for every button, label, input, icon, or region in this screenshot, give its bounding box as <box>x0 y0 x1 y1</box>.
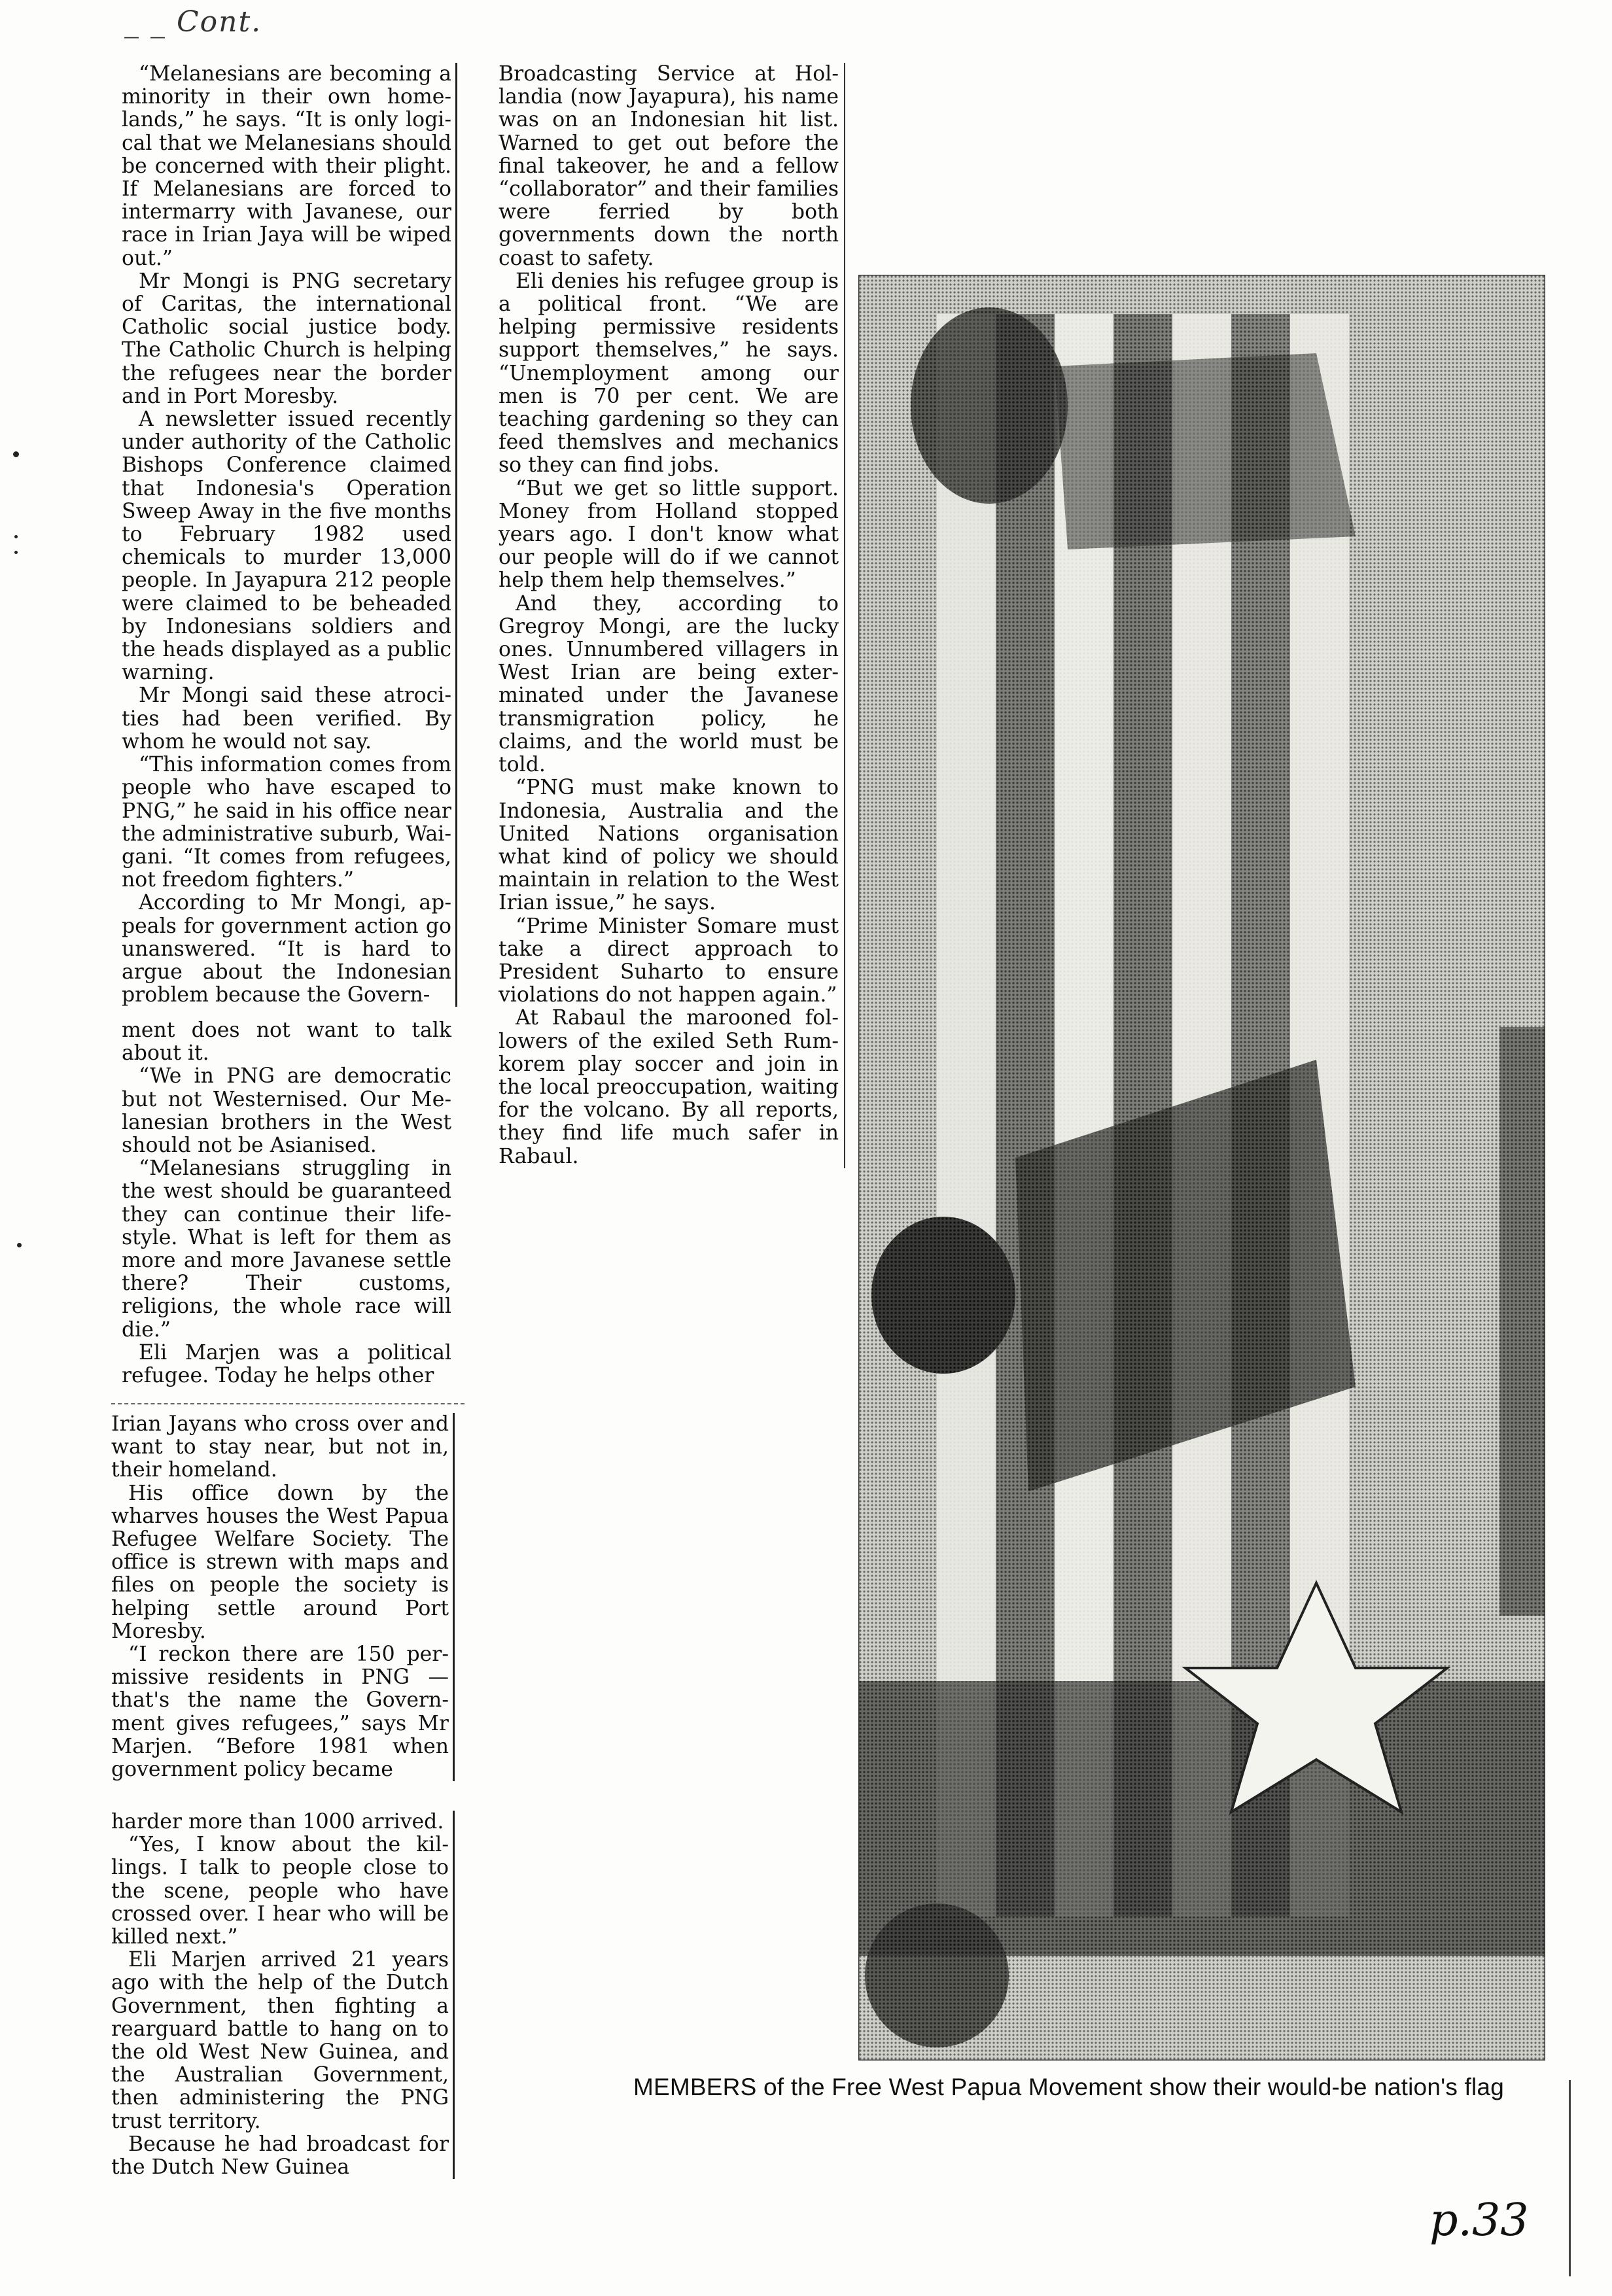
margin-rule <box>1569 2080 1571 2276</box>
paragraph: “I reckon there are 150 permissive residents in PNG — that's the name the Government gives refugees,” says Mr Marjen. “Before 1981 when government policy became <box>111 1643 449 1782</box>
scan-speck <box>14 551 18 554</box>
photo-caption: MEMBERS of the Free West Papua Movement show their would-be nation's flag <box>633 2074 1504 2100</box>
paragraph: “But we get so little support. Money from Holland stopped years ago. I don't know what our people will do if we cannot help them help themselves.” <box>499 476 839 593</box>
scan-speck <box>14 535 18 538</box>
article-column-a2 <box>122 1019 451 1387</box>
person-head <box>871 1217 1015 1374</box>
paragraph: His office down by the wharves houses the West Papua Refugee Welfare Society. The office is strewn with maps and files on people the society is helping settle around Port Moresby. <box>111 1481 449 1643</box>
column-divider <box>111 1403 464 1404</box>
page-number: p.33 <box>1429 2195 1529 2246</box>
paragraph: Eli denies his refugee group is a political front. “We are helping permissive residents support themselves,” he says. “Unemployment among our men is 70 per cent. We are teaching gardening so they can feed themslves and mechanics so they can find jobs. <box>499 269 839 478</box>
paragraph: “Prime Minister Somare must take a direct approach to President Suharto to ensure violations do not happen again.” <box>499 914 839 1007</box>
paragraph: “Yes, I know about the killings. I talk to people close to the scene, people who have crossed over. I hear who will be killed next.” <box>111 1833 449 1949</box>
paragraph: “PNG must make known to Indonesia, Australia and the United Nations organisation what kind of policy we should maintain in relation to the West Irian issue,” he says. <box>499 776 839 915</box>
person-body <box>1055 353 1356 549</box>
paragraph: Eli Marjen was a political refugee. Today he helps other <box>122 1340 451 1388</box>
flag-photo <box>858 275 1545 2061</box>
person-head <box>865 1904 1009 2047</box>
paragraph: A newsletter issued recently under authority of the Catholic Bishops Conference claimed that Indonesia's Operation Sweep Away in the five months to February 1982 used chemicals to murder 13,000 people. In Jayapura 212 people were claimed to be beheaded by Indonesians soldiers and the heads displayed as a public warning. <box>122 408 451 685</box>
paragraph: ment does not want to talk about it. <box>122 1018 451 1066</box>
paragraph: And they, according to Gregroy Mongi, are the lucky ones. Unnumbered villagers in West Irian are being exterminated under the Javanese transmigration policy, he claims, and the world must be told. <box>499 591 839 777</box>
article-column-b <box>499 63 845 1168</box>
paragraph: “Melanesians struggling in the west should be guaranteed they can continue their lifestyle. What is left for them as more and more Javanese settle there? Their customs, religions, the whole race will die.” <box>122 1157 451 1342</box>
paragraph: Eli Marjen arrived 21 years ago with the help of the Dutch Government, then fighting a rearguard battle to hang on to the old West New Guinea, and the Australian Government, then administering the PNG trust territory. <box>111 1948 449 2133</box>
article-column-a4 <box>111 1811 455 2179</box>
person-head <box>911 307 1068 504</box>
paragraph: Broadcasting Service at Hollandia (now Jayapura), his name was on an Indonesian hit list. Warned to get out before the final takeover, he and a fellow “collaborator” and their families were ferried by both governments down the north coast to safety. <box>499 62 839 270</box>
paragraph: At Rabaul the marooned followers of the exiled Seth Rumkorem play soccer and join in the local preoccupation, waiting for the volcano. By all reports, they find life much safer in Rabaul. <box>499 1006 839 1168</box>
paragraph: Irian Jayans who cross over and want to stay near, but not in, their homeland. <box>111 1412 449 1482</box>
article-column-a1 <box>122 63 457 1007</box>
scan-speck <box>13 451 19 457</box>
paragraph: Mr Mongi said these atrocities had been verified. By whom he would not say. <box>122 684 451 754</box>
paragraph: harder more than 1000 arrived. <box>111 1810 444 1834</box>
paragraph: Mr Mongi is PNG secretary of Caritas, the international Catholic social justice body. The Catholic Church is helping the refugees near the border and in Port Moresby. <box>122 269 451 408</box>
paragraph: “This information comes from people who have escaped to PNG,” he said in his office near the administrative suburb, Waigani. “It comes from refugees, not freedom fighters.” <box>122 753 451 892</box>
article-column-a3 <box>111 1413 455 1781</box>
paragraph: “We in PNG are democratic but not Westernised. Our Melanesian brothers in the West should not be Asianised. <box>122 1064 451 1158</box>
scan-speck <box>17 1243 22 1247</box>
paragraph: Because he had broadcast for the Dutch New Guinea <box>111 2132 449 2180</box>
paragraph: According to Mr Mongi, appeals for government action go unanswered. “It is hard to argue about the Indonesian problem because the Govern- <box>122 891 451 1007</box>
handwritten-note: _ _ Cont. <box>124 5 262 39</box>
paragraph: “Melanesians are becoming a minority in their own homelands,” he says. “It is only logical that we Melanesians should be concerned with their plight. If Melanesians are forced to intermarry with Javanese, our race in Irian Jaya will be wiped out.” <box>122 62 451 270</box>
